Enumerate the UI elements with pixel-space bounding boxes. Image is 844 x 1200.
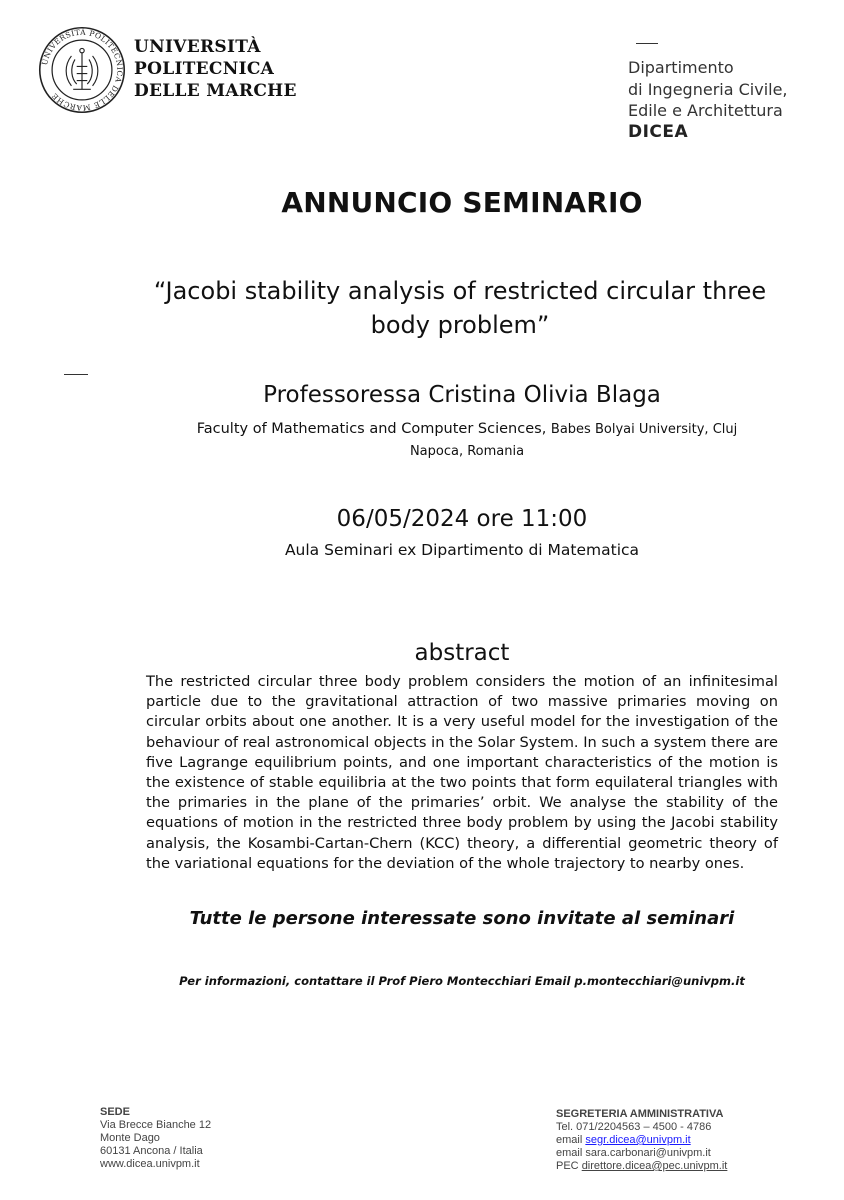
university-name-line-1: UNIVERSITÀ	[134, 37, 261, 57]
invitation-block	[0, 908, 844, 929]
seminar-title	[118, 274, 802, 342]
footer-address-heading: SEDE	[100, 1106, 130, 1118]
contact-info-text: Per informazioni, contattare il Prof Piero Montecchiari Email p.montecchiari@univpm.it	[179, 974, 745, 988]
university-name-line-2: POLITECNICA	[134, 59, 275, 79]
affiliation-university: Babes Bolyai University, Cluj	[550, 422, 738, 437]
seminar-venue: Aula Seminari ex Dipartimento di Matematica	[284, 541, 640, 559]
affiliation-faculty: Faculty of Mathematics and Computer Sciences,	[196, 421, 547, 437]
logo-ring-text: UNIVERSITÀ POLITECNICA DELLE MARCHE	[40, 27, 125, 113]
department-line-1: Dipartimento	[628, 58, 734, 77]
announcement-heading	[0, 186, 844, 219]
footer-pec-link[interactable]: direttore.dicea@pec.univpm.it	[581, 1160, 728, 1172]
venue-block	[0, 541, 844, 559]
invitation-text: Tutte le persone interessate sono invitate al seminari	[189, 908, 735, 929]
footer-phone: Tel. 071/2204563 – 4500 - 4786	[556, 1121, 712, 1133]
contact-info-block	[0, 974, 844, 988]
speaker-block	[0, 382, 844, 408]
department-line-3: Edile e Architettura	[628, 101, 783, 120]
department-line-2: di Ingegneria Civile,	[628, 79, 788, 99]
footer-email-label: email	[556, 1147, 583, 1159]
announcement-heading-text: ANNUNCIO SEMINARIO	[281, 186, 643, 219]
speaker-name: Professoressa Cristina Olivia Blaga	[263, 382, 661, 408]
footer-address-line: Via Brecce Bianche 12	[100, 1119, 212, 1131]
footer-secretariat-heading: SEGRETERIA AMMINISTRATIVA	[556, 1108, 724, 1120]
department-divider	[636, 43, 658, 44]
footer-email-link-secretariat[interactable]: segr.dicea@univpm.it	[585, 1134, 691, 1146]
seminar-title-line-2: body problem”	[370, 311, 550, 339]
abstract-text: The restricted circular three body problem considers the motion of an infinitesimal particle due to the gravitational attraction of two massive primaries moving on circular orbits about one another. It is a very useful model for the investigation of the behaviour of real astronomical objects in the Solar System. In such a system there are five Lagrange equilibrium points, and one important characteristics of the motion is the existence of stable equilibria at the two points that form equilateral triangles with the primaries in the plane of the primaries’ orbit. We analyse the stability of the equations of motion in the restricted three body problem by using the Jacobi stability analysis, the Kosambi-Cartan-Chern (KCC) theory, a differential geometric theory of the variational equations for the deviation of the whole trajectory to nearby ones.	[146, 673, 778, 872]
speaker-affiliation	[162, 418, 772, 463]
department-code: DICEA	[628, 121, 689, 142]
footer-address-line: Monte Dago	[100, 1132, 160, 1144]
footer-secretariat	[556, 1108, 727, 1173]
university-name	[134, 36, 297, 102]
department-block	[628, 57, 788, 143]
footer-email-label: email	[556, 1134, 583, 1146]
seminar-datetime: 06/05/2024 ore 11:00	[336, 506, 588, 532]
university-seal-logo	[38, 26, 126, 114]
abstract-heading: abstract	[414, 640, 510, 666]
datetime-block	[0, 506, 844, 532]
abstract-heading-block	[0, 640, 844, 666]
footer-address	[100, 1106, 211, 1171]
footer-email-carbonari[interactable]: sara.carbonari@univpm.it	[585, 1147, 711, 1159]
seminar-title-line-1: “Jacobi stability analysis of restricted circular three	[153, 277, 767, 305]
footer-website-link[interactable]: www.dicea.univpm.it	[100, 1158, 200, 1170]
university-name-line-3: DELLE MARCHE	[134, 81, 297, 101]
footer-address-line: 60131 Ancona / Italia	[100, 1145, 203, 1157]
side-divider	[64, 374, 88, 375]
footer-pec-label: PEC	[556, 1160, 579, 1172]
affiliation-city: Napoca, Romania	[409, 444, 525, 459]
